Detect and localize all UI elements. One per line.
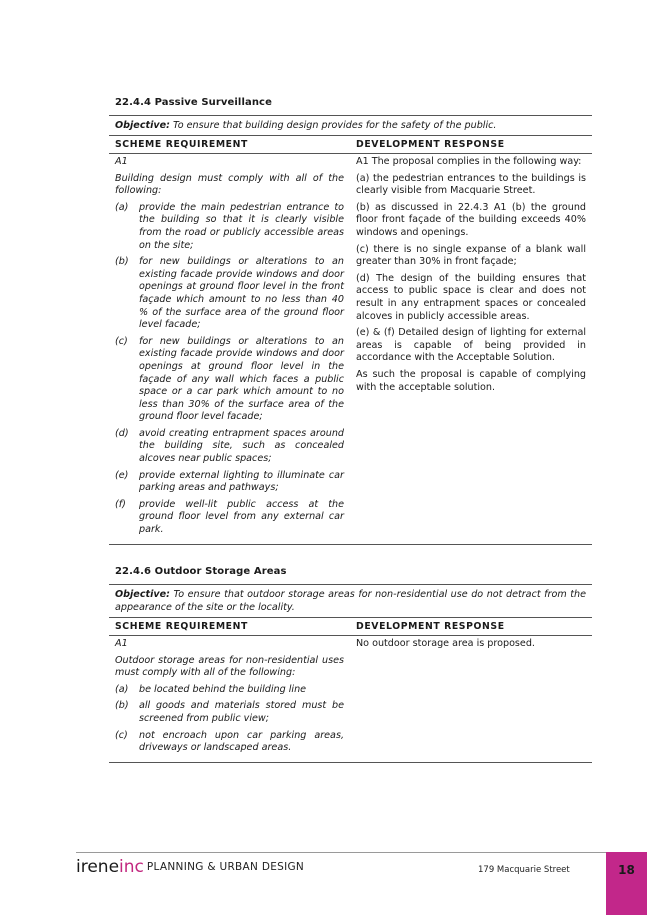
section-title: 22.4.4 Passive Surveillance xyxy=(115,97,272,108)
section-title: 22.4.6 Outdoor Storage Areas xyxy=(115,566,287,577)
header-scheme-requirement: SCHEME REQUIREMENT xyxy=(115,621,248,632)
table-header xyxy=(109,136,592,154)
brand-inc: inc xyxy=(119,857,144,877)
item-text: for new buildings or alterations to an existing facade provide windows and door openings at ground floor level in the front façade which amount to no less than 40 % of the surface area of the ground floor level facade; xyxy=(139,256,344,331)
requirement-code: A1 xyxy=(115,638,128,649)
item-marker: (c) xyxy=(115,335,128,347)
objective-text: To ensure that outdoor storage areas for non-residential use do not detract from the appearance of the site or the locality. xyxy=(115,589,586,613)
footer-address: 179 Macquarie Street xyxy=(478,865,570,875)
footer-rule xyxy=(76,852,606,853)
list-item xyxy=(115,700,344,725)
item-text: avoid creating entrapment spaces around the building site, such as concealed alcoves near public spaces; xyxy=(139,427,344,465)
response-paragraph: A1 The proposal complies in the following way: xyxy=(356,156,582,167)
response-paragraph: (a) the pedestrian entrances to the buildings is clearly visible from Macquarie Street. xyxy=(356,172,586,197)
item-text: for new buildings or alterations to an existing facade provide windows and door openings at ground floor level in the façade of any wall which faces a public space or a car park which amount to no less than 30% of the surface area of the ground floor level facade; xyxy=(139,335,344,423)
requirement-code: A1 xyxy=(115,156,128,167)
item-text: be located behind the building line xyxy=(139,683,307,695)
section-passive-surveillance xyxy=(109,97,592,545)
objective xyxy=(109,115,592,136)
objective-label: Objective: xyxy=(115,120,170,131)
page-number: 18 xyxy=(606,852,647,915)
item-text: all goods and materials stored must be screened from public view; xyxy=(139,700,344,724)
section-outdoor-storage xyxy=(109,566,592,763)
item-text: provide the main pedestrian entrance to the building so that it is clearly visible from the road or publicly accessible areas on the site; xyxy=(139,201,344,251)
item-text: provide external lighting to illuminate car parking areas and pathways; xyxy=(139,469,344,494)
objective-label: Objective: xyxy=(115,589,170,600)
table-row xyxy=(109,636,592,763)
item-marker: (a) xyxy=(115,683,129,695)
objective xyxy=(109,584,592,618)
header-development-response: DEVELOPMENT RESPONSE xyxy=(356,139,505,150)
response-paragraph: (d) The design of the building ensures that access to public space is clear and does not result in any entrapment spaces or concealed alcoves in publicly accessible areas. xyxy=(356,272,586,322)
response-paragraph: No outdoor storage area is proposed. xyxy=(356,638,535,649)
brand-irene: irene xyxy=(76,857,120,877)
response-cell xyxy=(350,636,592,762)
list-item xyxy=(115,336,344,424)
list-item xyxy=(115,202,344,252)
item-marker: (f) xyxy=(115,498,126,510)
list-item xyxy=(115,684,344,697)
brand-logo xyxy=(76,857,304,877)
item-marker: (e) xyxy=(115,469,129,481)
header-development-response: DEVELOPMENT RESPONSE xyxy=(356,621,505,632)
response-paragraph: (b) as discussed in 22.4.3 A1 (b) the ground floor front façade of the building exceeds 40% windows and openings. xyxy=(356,201,586,238)
item-marker: (b) xyxy=(115,256,129,268)
requirement-intro: Building design must comply with all of the following: xyxy=(115,172,344,197)
item-text: not encroach upon car parking areas, driveways or landscaped areas. xyxy=(139,729,344,754)
brand-subtitle: PLANNING & URBAN DESIGN xyxy=(146,861,305,873)
item-marker: (d) xyxy=(115,427,129,439)
header-scheme-requirement: SCHEME REQUIREMENT xyxy=(115,139,248,150)
requirement-intro: Outdoor storage areas for non-residential uses must comply with all of the following: xyxy=(115,654,344,679)
list-item xyxy=(115,470,344,495)
item-text: provide well-lit public access at the ground floor level from any external car park. xyxy=(139,498,344,536)
table-header xyxy=(109,618,592,636)
item-marker: (a) xyxy=(115,201,129,213)
objective-text: To ensure that building design provides for the safety of the public. xyxy=(173,120,497,131)
response-paragraph: (c) there is no single expanse of a blank wall greater than 30% in front façade; xyxy=(356,243,586,268)
list-item xyxy=(115,256,344,332)
requirement-cell xyxy=(109,154,350,544)
list-item xyxy=(115,499,344,537)
response-paragraph: (e) & (f) Detailed design of lighting for external areas is capable of being provided in accordance with the Acceptable Solution. xyxy=(356,327,586,364)
requirement-cell xyxy=(109,636,350,762)
list-item xyxy=(115,428,344,466)
table-row xyxy=(109,154,592,545)
list-item xyxy=(115,730,344,755)
response-paragraph: As such the proposal is capable of complying with the acceptable solution. xyxy=(356,368,586,393)
item-marker: (c) xyxy=(115,729,128,741)
response-cell xyxy=(350,154,592,544)
item-marker: (b) xyxy=(115,700,129,712)
